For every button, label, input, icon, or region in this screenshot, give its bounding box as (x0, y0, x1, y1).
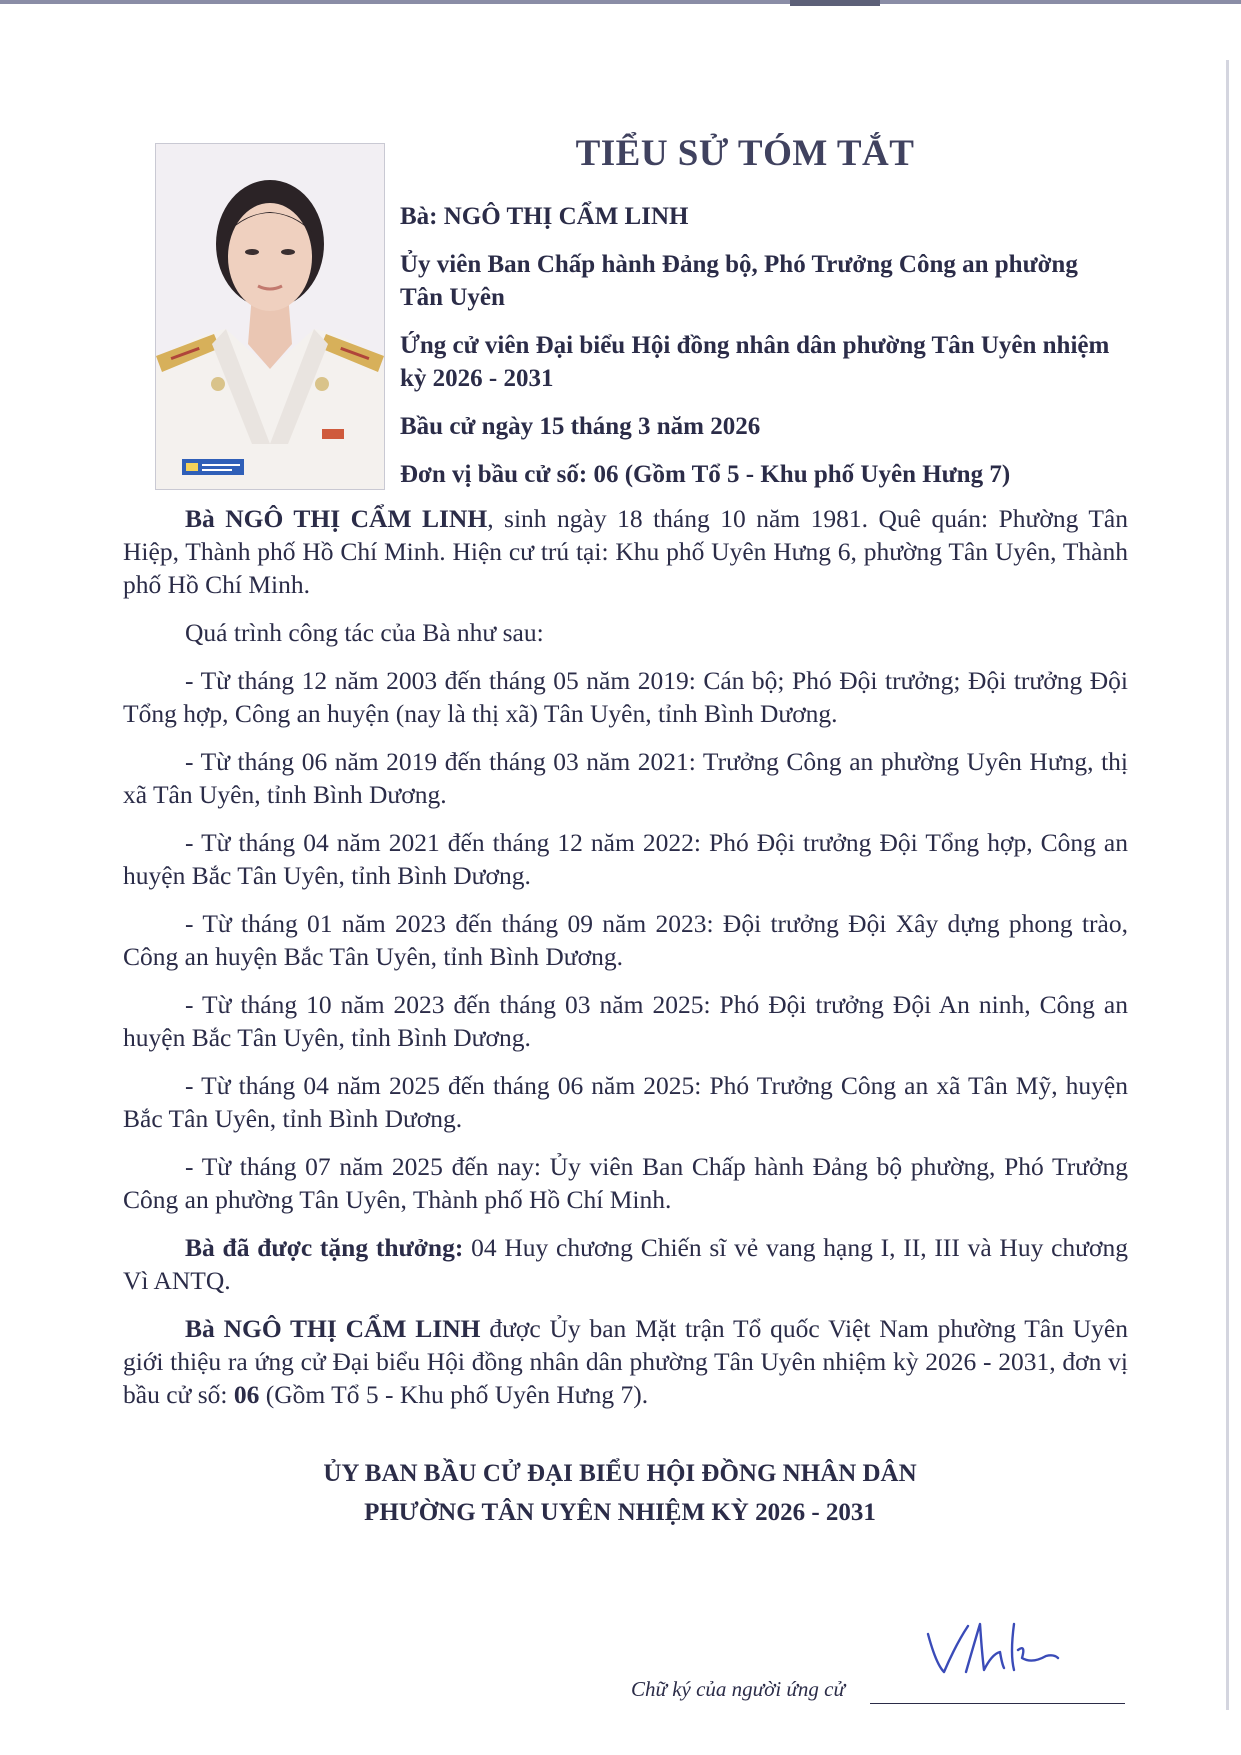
intro-paragraph (123, 502, 1128, 601)
career-item: - Từ tháng 12 năm 2003 đến tháng 05 năm 2019: Cán bộ; Phó Đội trưởng; Đội trưởng Đội Tổng hợp, Công an huyện (nay là thị xã) Tân Uyên, tỉnh Bình Dương. (123, 666, 1128, 728)
intro-text: , sinh ngày 18 tháng 10 năm 1981. Quê quán: Phường Tân Hiệp, Thành phố Hồ Chí Minh. Hiện cư trú tại: Khu phố Uyên Hưng 6, phường Tân Uyên, Thành phố Hồ Chí Minh. (123, 504, 1128, 599)
election-date-line: Bầu cử ngày 15 tháng 3 năm 2026 (400, 413, 761, 440)
candidate-header (400, 200, 1140, 506)
career-item: - Từ tháng 07 năm 2025 đến nay: Ủy viên Ban Chấp hành Đảng bộ phường, Phó Trưởng Công an phường Tân Uyên, Thành phố Hồ Chí Minh. (123, 1152, 1128, 1214)
document-title: TIỂU SỬ TÓM TẮT (575, 133, 915, 174)
committee-line-1: ỦY BAN BẦU CỬ ĐẠI BIỂU HỘI ĐỒNG NHÂN DÂN (323, 1460, 917, 1487)
scan-edge-right (1226, 60, 1229, 1710)
nomination-name: Bà NGÔ THỊ CẨM LINH (185, 1314, 481, 1343)
career-item: - Từ tháng 06 năm 2019 đến tháng 03 năm 2021: Trưởng Công an phường Uyên Hưng, thị xã Tân Uyên, tỉnh Bình Dương. (123, 747, 1128, 809)
career-item: - Từ tháng 04 năm 2025 đến tháng 06 năm 2025: Phó Trưởng Công an xã Tân Mỹ, huyện Bắc Tân Uyên, tỉnh Bình Dương. (123, 1071, 1128, 1133)
career-heading: Quá trình công tác của Bà như sau: (185, 618, 544, 647)
signature-label: Chữ ký của người ứng cử (631, 1677, 845, 1701)
candidacy-line: Ứng cử viên Đại biểu Hội đồng nhân dân phường Tân Uyên nhiệm kỳ 2026 - 2031 (400, 332, 1110, 392)
awards-text: 04 Huy chương Chiến sĩ vẻ vang hạng I, II, III và Huy chương Vì ANTQ. (123, 1233, 1128, 1295)
biography-body (123, 502, 1128, 1426)
candidate-portrait-photo (155, 143, 385, 490)
handwritten-signature (922, 1614, 1062, 1684)
scan-edge-top (0, 0, 1241, 4)
career-item: - Từ tháng 01 năm 2023 đến tháng 09 năm 2023: Đội trưởng Đội Xây dựng phong trào, Công an huyện Bắc Tân Uyên, tỉnh Bình Dương. (123, 909, 1128, 971)
nomination-unit: 06 (233, 1380, 260, 1409)
awards-label: Bà đã được tặng thưởng: (185, 1233, 464, 1262)
nomination-paragraph (123, 1312, 1128, 1411)
nomination-text: được Ủy ban Mặt trận Tổ quốc Việt Nam phường Tân Uyên giới thiệu ra ứng cử Đại biểu Hội đồng nhân dân phường Tân Uyên nhiệm kỳ 2026 - 2031, đơn vị bầu cử số: (123, 1314, 1128, 1409)
scan-edge-mark (790, 0, 880, 6)
electoral-unit-line: Đơn vị bầu cử số: 06 (Gồm Tổ 5 - Khu phố Uyên Hưng 7) (400, 461, 1011, 488)
career-item: - Từ tháng 10 năm 2023 đến tháng 03 năm 2025: Phó Đội trưởng Đội An ninh, Công an huyện Bắc Tân Uyên, tỉnh Bình Dương. (123, 990, 1128, 1052)
career-item: - Từ tháng 04 năm 2021 đến tháng 12 năm 2022: Phó Đội trưởng Đội Tổng hợp, Công an huyện Bắc Tân Uyên, tỉnh Bình Dương. (123, 828, 1128, 890)
candidate-name-line: Bà: NGÔ THỊ CẨM LINH (400, 203, 689, 230)
portrait-illustration (156, 144, 384, 489)
nomination-text-end: (Gồm Tổ 5 - Khu phố Uyên Hưng 7). (259, 1380, 649, 1409)
election-committee-name (260, 1454, 980, 1532)
signature-line (870, 1703, 1125, 1704)
intro-name: Bà NGÔ THỊ CẨM LINH (185, 504, 488, 533)
candidate-position-line: Ủy viên Ban Chấp hành Đảng bộ, Phó Trưởng Công an phường Tân Uyên (400, 251, 1078, 311)
awards-paragraph (123, 1231, 1128, 1297)
committee-line-2: PHƯỜNG TÂN UYÊN NHIỆM KỲ 2026 - 2031 (364, 1499, 876, 1526)
